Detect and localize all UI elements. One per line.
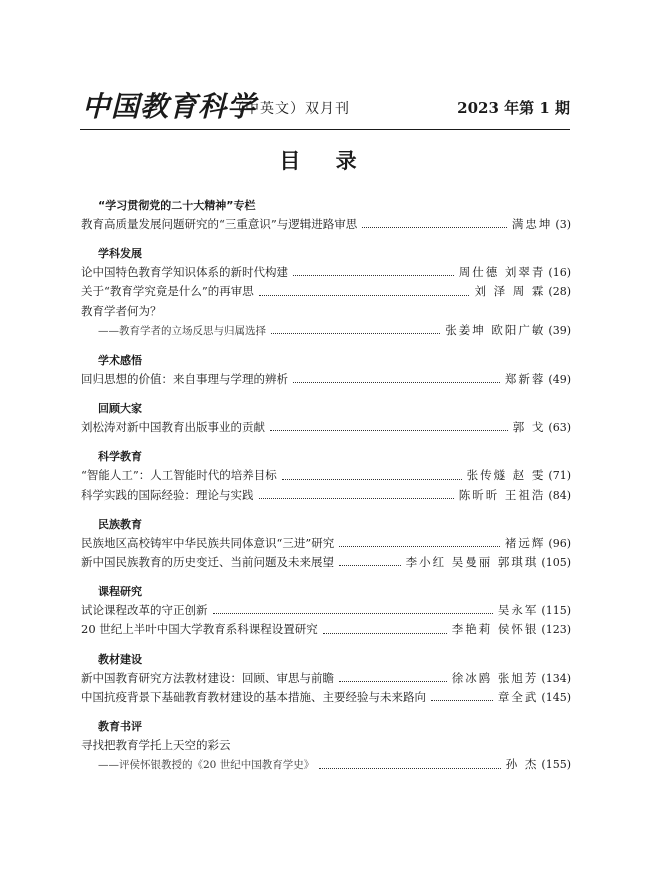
toc-entry[interactable]	[81, 620, 571, 639]
dot-leader	[270, 430, 508, 431]
article-title: 关于“教育学究竟是什么”的再审思	[81, 284, 254, 299]
article-authors: 陈昕昕 王祖浩	[458, 487, 546, 502]
article-title: 刘松涛对新中国教育出版事业的贡献	[81, 420, 265, 435]
dot-leader	[339, 681, 447, 682]
dot-leader	[293, 382, 500, 383]
section-title: “学习贯彻党的二十大精神”专栏	[98, 199, 256, 212]
section-title: 教育书评	[98, 720, 142, 734]
toc-section	[81, 351, 571, 389]
article-authors: 张传燧 赵 雯	[466, 468, 546, 483]
dot-leader	[271, 333, 440, 334]
article-subtitle: ——教育学者的立场反思与归属选择	[98, 324, 266, 337]
article-authors: 徐冰鸥 张旭芳	[451, 670, 539, 685]
section-title: 课程研究	[98, 585, 142, 599]
article-title: 20 世纪上半叶中国大学教育系科课程设置研究	[81, 622, 318, 637]
toc-entry[interactable]	[81, 370, 571, 389]
article-title: 论中国特色教育学知识体系的新时代构建	[81, 265, 288, 280]
toc-section	[81, 399, 571, 437]
article-authors: 刘 泽 周 霖	[474, 284, 546, 299]
page-number: (63)	[548, 421, 571, 435]
toc-entry[interactable]	[81, 418, 571, 437]
toc-entry[interactable]	[81, 282, 571, 301]
page-number: (96)	[548, 536, 571, 550]
toc-entry[interactable]	[81, 601, 571, 620]
toc-entry[interactable]	[81, 688, 571, 707]
article-title: 中国抗疫背景下基础教育教材建设的基本措施、主要经验与未来路向	[81, 689, 426, 704]
article-title: 回归思想的价值：来自事理与学理的辨析	[81, 372, 288, 387]
section-title: 民族教育	[98, 517, 142, 531]
toc-entry[interactable]	[81, 263, 571, 282]
toc-section	[81, 582, 571, 639]
article-authors: 郑新蓉	[504, 372, 546, 387]
toc-section	[81, 244, 571, 341]
toc-entry[interactable]	[81, 486, 571, 505]
article-authors: 张姜坤 欧阳广敏	[445, 322, 546, 337]
table-of-contents	[81, 196, 571, 785]
dot-leader	[259, 498, 454, 499]
dot-leader	[362, 227, 507, 228]
page-number: (115)	[541, 604, 571, 618]
toc-section	[81, 196, 571, 234]
article-title[interactable]: 寻找把教育学托上天空的彩云	[81, 738, 231, 753]
toc-heading: 目 录	[279, 149, 371, 173]
page-number: (105)	[541, 556, 571, 570]
journal-title: 中国教育科学	[82, 90, 257, 123]
journal-subtitle: （中英文）双月刊	[230, 101, 350, 117]
header-rule	[80, 129, 570, 130]
dot-leader	[282, 479, 462, 480]
dot-leader	[431, 700, 493, 701]
page-number: (49)	[548, 373, 571, 387]
article-title: 试论课程改革的守正创新	[81, 603, 208, 618]
dot-leader	[293, 275, 454, 276]
page-number: (39)	[548, 323, 571, 337]
article-title: 科学实践的国际经验：理论与实践	[81, 487, 254, 502]
article-title: 新中国教育研究方法教材建设：回顾、审思与前瞻	[81, 670, 334, 685]
toc-entry[interactable]	[81, 215, 571, 234]
section-title: 回顾大家	[98, 402, 142, 416]
toc-entry[interactable]	[81, 669, 571, 688]
dot-leader	[259, 295, 470, 296]
article-subtitle: ——评侯怀银教授的《20 世纪中国教育学史》	[98, 759, 315, 772]
toc-section	[81, 650, 571, 707]
page-number: (3)	[555, 218, 571, 231]
toc-entry[interactable]	[81, 321, 571, 341]
issue-number: 2023 年第 1 期	[457, 99, 570, 117]
masthead	[80, 90, 570, 124]
dot-leader	[319, 768, 501, 769]
section-title: 教材建设	[98, 652, 142, 666]
toc-entry[interactable]	[81, 553, 571, 572]
article-authors: 章全武	[497, 689, 539, 704]
article-authors: 李小红 吴曼丽 郭琪琪	[405, 555, 539, 570]
page-number: (155)	[541, 758, 571, 772]
article-title: 民族地区高校铸牢中华民族共同体意识“三进”研究	[81, 535, 335, 550]
page-number: (123)	[541, 623, 571, 637]
toc-entry[interactable]	[81, 755, 571, 775]
article-authors: 吴永军	[497, 603, 539, 618]
page-number: (71)	[548, 469, 571, 483]
article-authors: 周仕德 刘翠青	[458, 265, 546, 280]
article-title: 教育高质量发展问题研究的“三重意识”与逻辑进路审思	[81, 217, 358, 231]
page-number: (16)	[548, 266, 571, 280]
page-number: (145)	[541, 690, 571, 704]
article-authors: 郭 戈	[512, 420, 546, 435]
section-title: 学术感悟	[98, 354, 142, 368]
toc-section	[81, 447, 571, 504]
article-title[interactable]: 教育学者何为？	[81, 303, 162, 318]
page-number: (84)	[548, 488, 571, 502]
dot-leader	[213, 613, 493, 614]
page-number: (28)	[548, 285, 571, 299]
article-authors: 褚远辉	[504, 535, 546, 550]
toc-entry[interactable]	[81, 534, 571, 553]
dot-leader	[323, 633, 447, 634]
dot-leader	[339, 565, 401, 566]
toc-section	[81, 515, 571, 572]
section-title: 科学教育	[98, 450, 142, 464]
article-title: “智能人工”：人工智能时代的培养目标	[81, 468, 277, 483]
toc-section	[81, 717, 571, 775]
toc-entry[interactable]	[81, 466, 571, 485]
dot-leader	[339, 546, 500, 547]
page-number: (134)	[541, 671, 571, 685]
article-title: 新中国民族教育的历史变迁、当前问题及未来展望	[81, 555, 334, 570]
article-authors: 李艳莉 侯怀银	[451, 622, 539, 637]
article-authors: 孙 杰	[505, 757, 539, 772]
section-title: 学科发展	[98, 247, 142, 261]
article-authors: 满忠坤	[511, 217, 553, 231]
